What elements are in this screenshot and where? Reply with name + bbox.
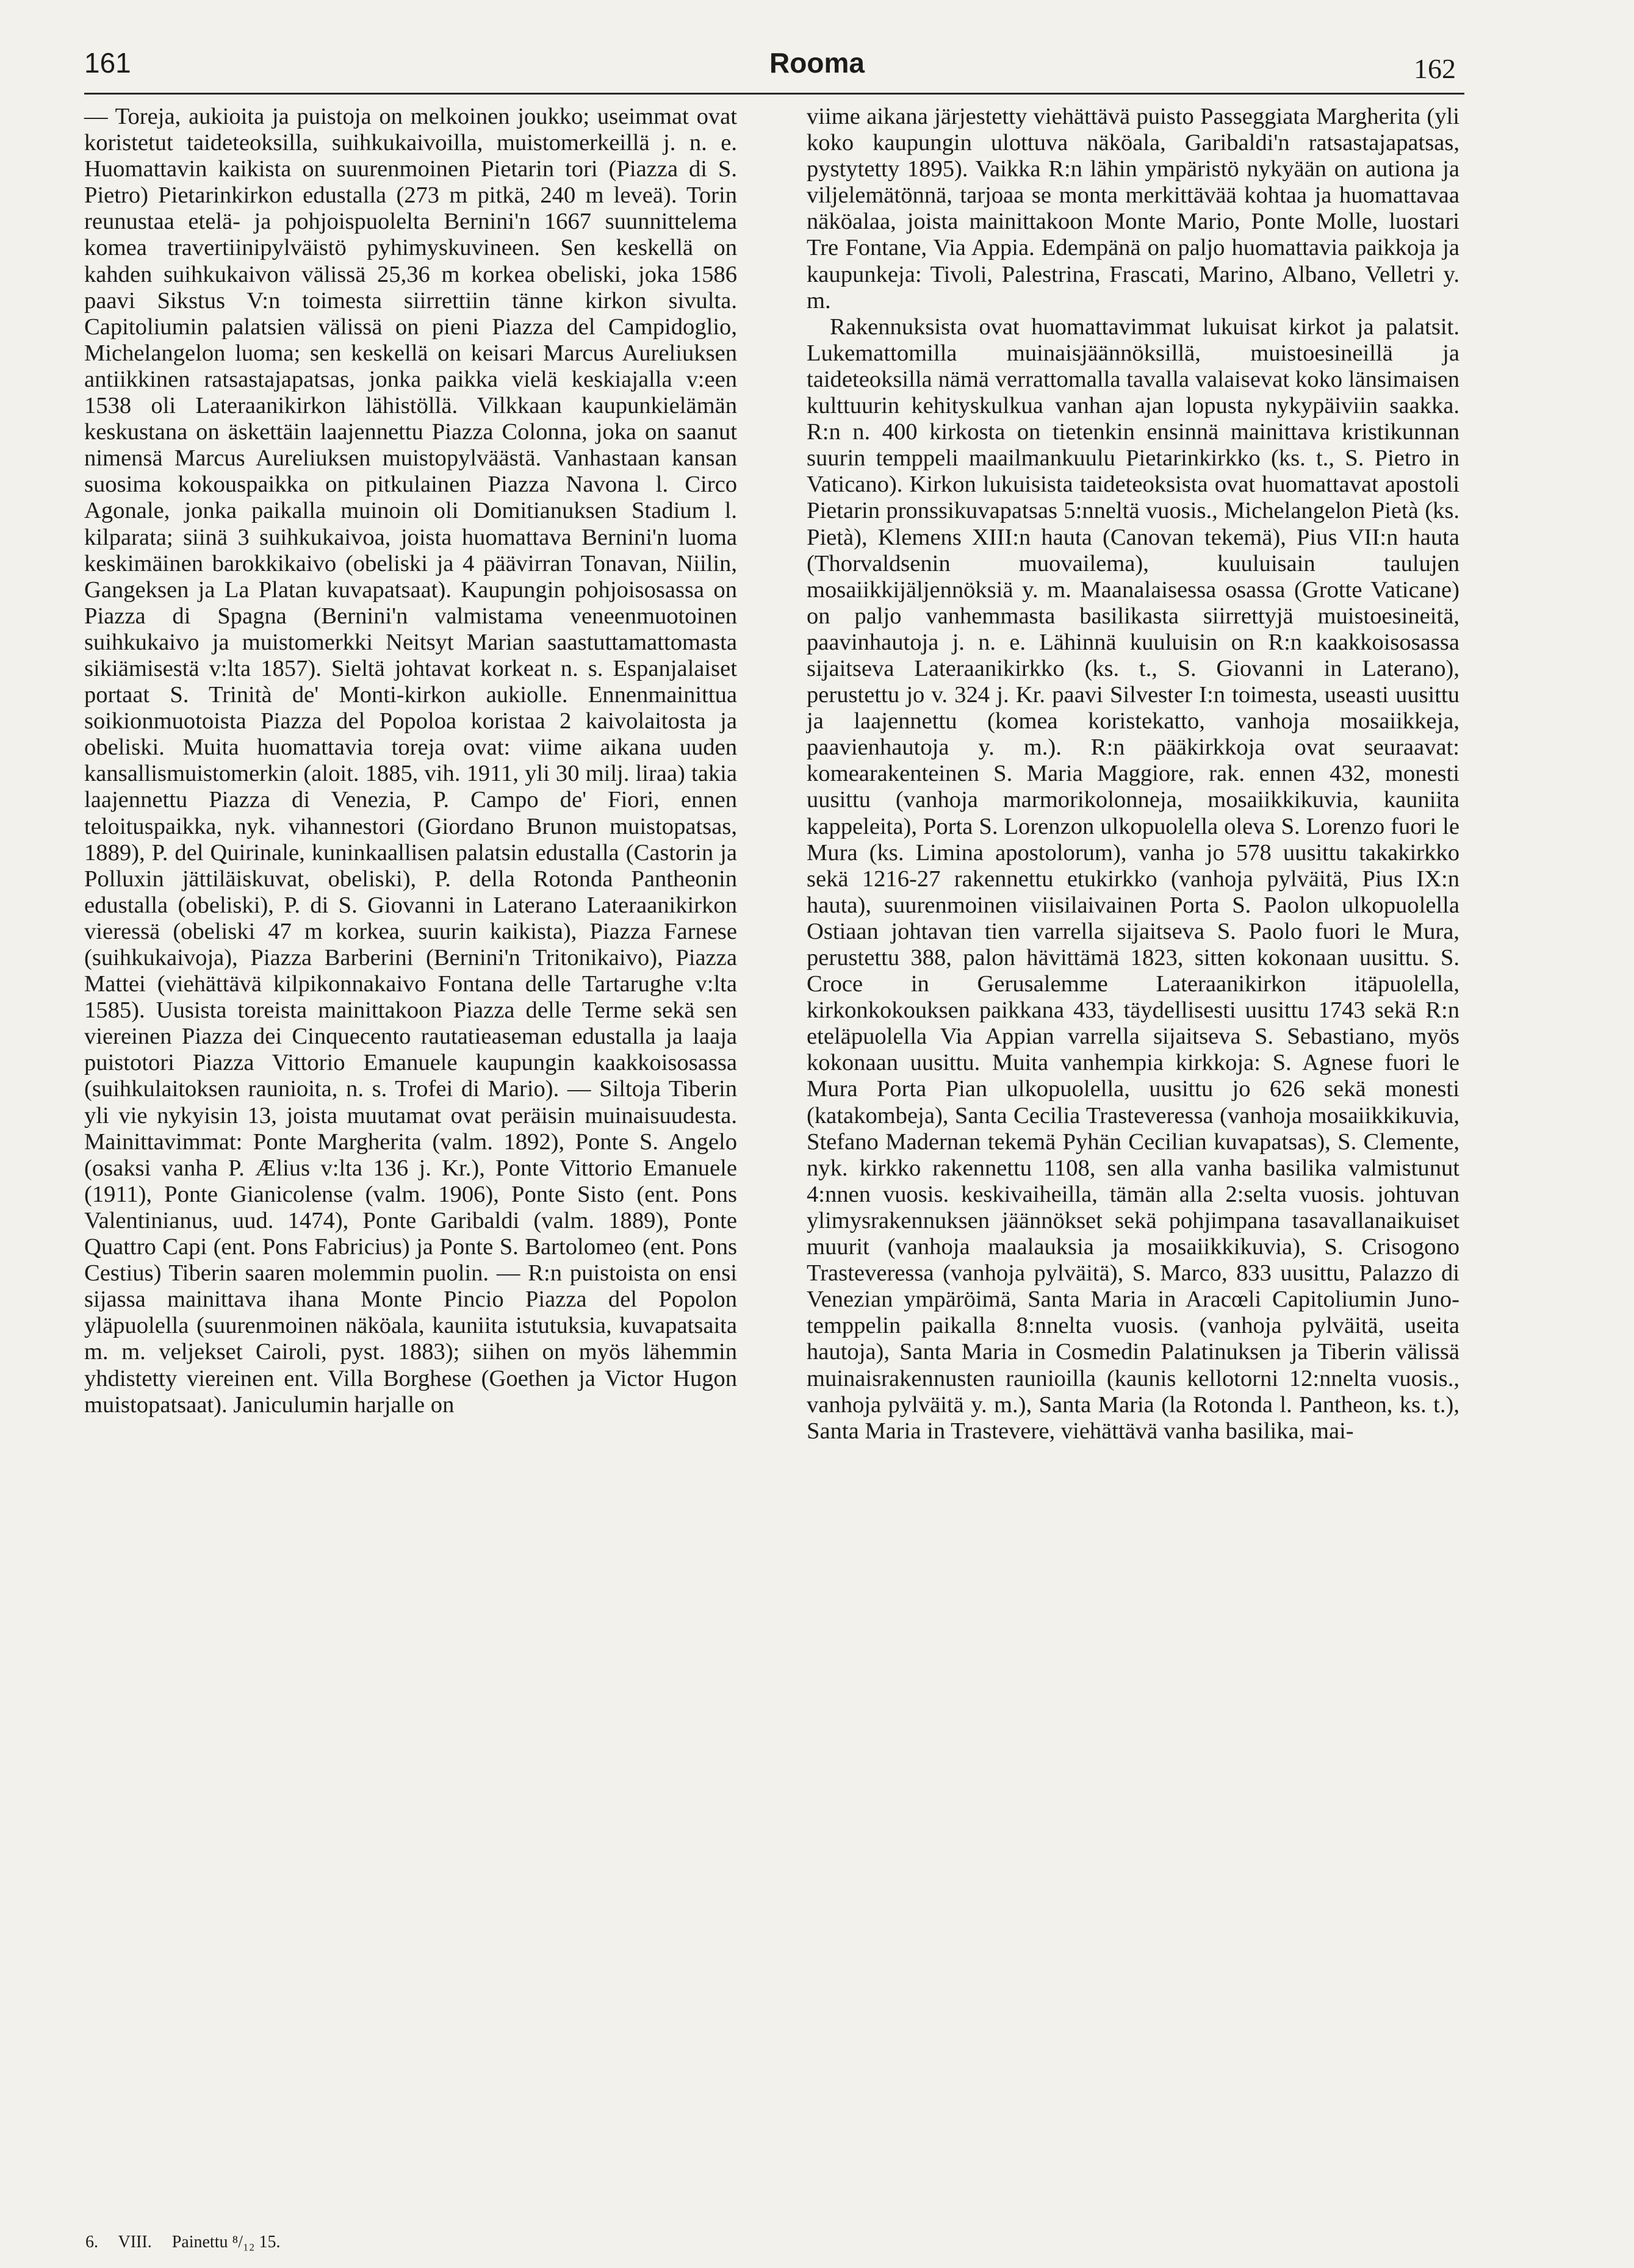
volume-mark: VIII. [118, 2233, 152, 2252]
page-number-left: 161 [84, 47, 131, 79]
page-number-right: 162 [1414, 53, 1456, 84]
running-title: Rooma [769, 47, 865, 79]
printer-footer [85, 2234, 297, 2251]
page-header [0, 0, 1634, 92]
left-column [84, 104, 737, 1418]
header-rule [84, 93, 1464, 95]
print-date: Painettu ⁸/₁₂ 15. [171, 2233, 281, 2252]
right-column [807, 104, 1459, 1444]
left-paragraph-1: — Toreja, aukioita ja puistoja on melkoinen joukko; useimmat ovat koristetut taideteoksilla, suihkukaivoilla, muistomerkeillä j. n. e. Huomattavin kaikista on suurenmoinen Pietarin tori (Piazza di S. Pietro) Pietarinkirkon edustalla (273 m pitkä, 240 m leveä). Torin reunustaa etelä- ja pohjoispuolelta Bernini'n 1667 suunnittelema komea travertiinipylväistö pyhimyskuvineen. Sen keskellä on kahden suihkukaivon välissä 25,36 m korkea obeliski, joka 1586 paavi Sikstus V:n toimesta siirrettiin tänne kirkon sivulta. Capitoliumin palatsien välissä on pieni Piazza del Campidoglio, Michelangelon luoma; sen keskellä on keisari Marcus Aureliuksen antiikkinen ratsastajapatsas, jonka paikka vielä keskiajalla v:een 1538 oli Lateraanikirkon lähistöllä. Vilkkaan kaupunkielämän keskustana on äskettäin laajennettu Piazza Colonna, joka on saanut nimensä Marcus Aureliuksen muistopylväästä. Vanhastaan kansan suosima kokouspaikka on pitkulainen Piazza Navona l. Circo Agonale, jonka paikalla muinoin oli Domitianuksen Stadium l. kilparata; siinä 3 suihkukaivoa, joista huomattava Bernini'n luoma keskimäinen barokkikaivo (obeliski ja 4 päävirran Tonavan, Niilin, Gangeksen ja La Platan kuvapatsaat). Kaupungin pohjoisosassa on Piazza di Spagna (Bernini'n valmistama veneenmuotoinen suihkukaivo ja muistomerkki Neitsyt Marian saastuttamattomasta sikiämisestä v:lta 1857). Sieltä johtavat korkeat n. s. Espanjalaiset portaat S. Trinità de' Monti-kirkon aukiolle. Ennenmainittua soikionmuotoista Piazza del Popoloa koristaa 2 kaivolaitosta ja obeliski. Muita huomattavia toreja ovat: viime aikana uuden kansallismuistomerkin (aloit. 1885, vih. 1911, yli 30 milj. liraa) takia laajennettu Piazza di Venezia, P. Campo de' Fiori, ennen teloituspaikka, nyk. vihannestori (Giordano Brunon muistopatsas, 1889), P. del Quirinale, kuninkaallisen palatsin edustalla (Castorin ja Polluxin jättiläiskuvat, obeliski), P. della Rotonda Pantheonin edustalla (obeliski), P. di S. Giovanni in Laterano Lateraanikirkon vieressä (obeliski 47 m korkea, suurin kaikista), Piazza Farnese (suihkukaivoja), Piazza Barberini (Bernini'n Tritonikaivo), Piazza Mattei (viehättävä kilpikonnakaivo Fontana delle Tartarughe v:lta 1585). Uusista toreista mainittakoon Piazza delle Terme sekä sen viereinen Piazza dei Cinquecento rautatieaseman edustalla ja laaja puistotori Piazza Vittorio Emanuele kaupungin kaakkoisosassa (suihkulaitoksen raunioita, n. s. Trofei di Mario). — Siltoja Tiberin yli vie nykyisin 13, joista muutamat ovat peräisin muinaisuudesta. Mainittavimmat: Ponte Margherita (valm. 1892), Ponte S. Angelo (osaksi vanha P. Ælius v:lta 136 j. Kr.), Ponte Vittorio Emanuele (1911), Ponte Gianicolense (valm. 1906), Ponte Sisto (ent. Pons Valentinianus, uud. 1474), Ponte Garibaldi (valm. 1889), Ponte Quattro Capi (ent. Pons Fabricius) ja Ponte S. Bartolomeo (ent. Pons Cestius) Tiberin saaren molemmin puolin. — R:n puistoista on ensi sijassa mainittava ihana Monte Pincio Piazza del Popolon yläpuolella (suurenmoinen näköala, kauniita istutuksia, kuvapatsaita m. m. veljekset Cairoli, pyst. 1883); siihen on myös lähemmin yhdistetty viereinen ent. Villa Borghese (Goethen ja Victor Hugon muistopatsaat). Janiculumin harjalle on [84, 104, 737, 1418]
signature-mark: 6. [85, 2233, 98, 2252]
right-paragraph-2: Rakennuksista ovat huomattavimmat lukuisat kirkot ja palatsit. Lukemattomilla muinaisjäännöksillä, muistoesineillä ja taideteoksilla nämä verrattomalla tavalla valaisevat koko länsimaisen kulttuurin kehityskulkua vanhan ajan lopusta nykypäiviin saakka. R:n n. 400 kirkosta on tietenkin ensinnä mainittava kristikunnan suurin temppeli maailmankuulu Pietarinkirkko (ks. t., S. Pietro in Vaticano). Kirkon lukuisista taideteoksista ovat huomattavat apostoli Pietarin pronssikuvapatsas 5:nneltä vuosis., Michelangelon Pietà (ks. Pietà), Klemens XIII:n hauta (Canovan tekemä), Pius VII:n hauta (Thorvaldsenin muovailema), kuuluisain taulujen mosaiikkijäljennöksiä y. m. Maanalaisessa osassa (Grotte Vaticane) on paljo vanhemmasta basilikasta siirrettyjä muistoesineitä, paavinhautoja j. n. e. Lähinnä kuuluisin on R:n kaakkoisosassa sijaitseva Lateraanikirkko (ks. t., S. Giovanni in Laterano), perustettu jo v. 324 j. Kr. paavi Silvester I:n toimesta, useasti uusittu ja laajennettu (komea koristekatto, vanhoja mosaiikkeja, paavienhautoja y. m.). R:n pääkirkkoja ovat seuraavat: komearakenteinen S. Maria Maggiore, rak. ennen 432, monesti uusittu (vanhoja marmorikolonneja, mosaiikkikuvia, kauniita kappeleita), Porta S. Lorenzon ulkopuolella oleva S. Lorenzo fuori le Mura (ks. Limina apostolorum), vanha jo 578 uusittu takakirkko sekä 1216-27 rakennettu etukirkko (vanhoja pylväitä, Pius IX:n hauta), suurenmoinen viisilaivainen Porta S. Paolon ulkopuolella Ostiaan johtavan tien varrella sijaitseva S. Paolo fuori le Mura, perustettu 388, palon hävittämä 1823, sitten kokonaan uusittu. S. Croce in Gerusalemme Lateraanikirkon itäpuolella, kirkonkokouksen paikkana 433, täydellisesti uusittu 1743 sekä R:n eteläpuolella Via Appian varrella sijaitseva S. Sebastiano, myös kokonaan uusittu. Muita vanhempia kirkkoja: S. Agnese fuori le Mura Porta Pian ulkopuolella, uusittu jo 626 sekä monesti (katakombeja), Santa Cecilia Trasteveressa (vanhoja mosaiikkikuvia, Stefano Madernan tekemä Pyhän Cecilian kuvapatsas), S. Clemente, nyk. kirkko rakennettu 1108, sen alla vanha basilika valmistunut 4:nnen vuosis. keskivaiheilla, tämän alla 2:selta vuosis. johtuvan ylimysrakennuksen jäännökset sekä pohjimpana tasavallanaikuiset muurit (vanhoja maalauksia ja mosaiikkikuvia), S. Crisogono Trasteveressa (vanhoja pylväitä), S. Marco, 833 uusittu, Palazzo di Venezian ympäröimä, Santa Maria in Aracœli Capitoliumin Juno-temppelin paikalla 8:nnelta vuosis. (vanhoja pylväitä, useita hautoja), Santa Maria in Cosmedin Palatinuksen ja Tiberin välissä muinaisrakennusten raunioilla (kaunis kellotorni 12:nnelta vuosis., vanhoja pylväitä y. m.), Santa Maria (la Rotonda l. Pantheon, ks. t.), Santa Maria in Trastevere, viehättävä vanha basilika, mai- [807, 314, 1459, 1444]
right-paragraph-1: viime aikana järjestetty viehättävä puisto Passeggiata Margherita (yli koko kaupungin ulottuva näköala, Garibaldi'n ratsastajapatsas, pystytetty 1895). Vaikka R:n lähin ympäristö nykyään on autiona ja viljelemätönnä, tarjoaa se monta merkittävää kohtaa ja huomattavaa näköalaa, joista mainittakoon Monte Mario, Ponte Molle, luostari Tre Fontane, Via Appia. Edempänä on paljo huomattavia paikkoja ja kaupunkeja: Tivoli, Palestrina, Frascati, Marino, Albano, Velletri y. m. [807, 104, 1459, 314]
